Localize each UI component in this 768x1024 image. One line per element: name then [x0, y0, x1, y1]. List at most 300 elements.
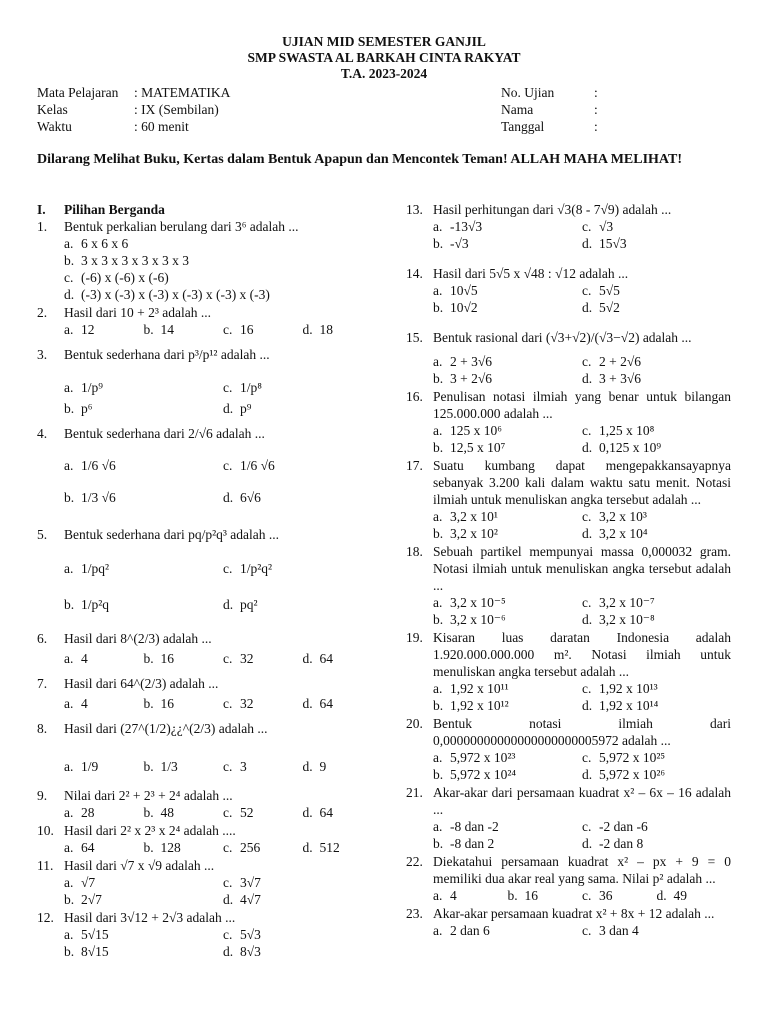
option-letter: c.: [582, 819, 592, 834]
question-text: Kisaran luas daratan Indonesia adalah 1.920.000.000.000 m². Notasi ilmiah untuk menuliskan angka tersebut adalah ...: [433, 630, 731, 679]
answer-option[interactable]: [223, 650, 303, 667]
option-letter: c.: [64, 270, 74, 285]
option-letter: b.: [64, 401, 75, 416]
question: [37, 720, 382, 783]
answer-option[interactable]: [64, 457, 223, 474]
option-letter: d.: [582, 612, 593, 627]
option-text: 1/3: [160, 758, 178, 774]
question: [37, 675, 382, 712]
option-letter: c.: [223, 696, 233, 711]
answer-option[interactable]: [144, 758, 224, 775]
option-text: 5,972 x 10²⁵: [599, 750, 666, 765]
answer-option[interactable]: [64, 943, 223, 960]
option-letter: d.: [223, 596, 234, 612]
option-text: 1,92 x 10¹¹: [450, 681, 509, 696]
exam-info-left: [37, 84, 230, 135]
answer-option[interactable]: [433, 611, 582, 628]
option-text: 64: [319, 805, 333, 820]
answer-option[interactable]: [223, 321, 303, 338]
answer-option[interactable]: [223, 926, 382, 943]
option-letter: a.: [433, 819, 443, 834]
question-text: Hasil dari (27^(1/2)¿¿^(2/3) adalah ...: [64, 721, 268, 736]
answer-option[interactable]: [582, 766, 731, 783]
question: [37, 218, 382, 303]
answer-option[interactable]: [64, 489, 223, 506]
option-text: 14: [160, 322, 174, 337]
option-text: 1/pq²: [81, 560, 110, 576]
option-letter: c.: [223, 380, 233, 395]
option-text: 1,92 x 10¹³: [599, 681, 658, 696]
option-letter: c.: [582, 750, 592, 765]
question: [37, 857, 382, 908]
info-label: Waktu: [37, 119, 72, 134]
option-text: 1/3 √6: [81, 489, 116, 505]
option-text: 16: [240, 322, 254, 337]
question: [406, 201, 731, 252]
option-text: 1/p⁸: [240, 380, 262, 395]
option-letter: b.: [433, 371, 444, 386]
question-number: 5.: [37, 527, 48, 542]
question-text: Nilai dari 2² + 2³ + 2⁴ adalah ...: [64, 788, 233, 803]
option-text: 64: [319, 696, 333, 711]
answer-option[interactable]: [433, 422, 582, 439]
info-row: [37, 84, 230, 101]
answer-option[interactable]: [303, 695, 383, 712]
option-letter: a.: [433, 219, 443, 234]
question: [406, 388, 731, 456]
answer-option[interactable]: [223, 457, 382, 474]
info-row: [501, 101, 598, 118]
answer-option[interactable]: [223, 560, 382, 577]
answer-option[interactable]: [433, 370, 582, 387]
question: [406, 457, 731, 542]
question: [406, 784, 731, 852]
answer-option[interactable]: [303, 839, 383, 856]
answer-option[interactable]: [582, 594, 731, 611]
info-row: [501, 84, 598, 101]
option-text: 1/p²q: [81, 596, 110, 612]
option-text: 32: [240, 696, 254, 711]
option-letter: b.: [143, 651, 154, 666]
option-text: (-3) x (-3) x (-3) x (-3) x (-3) x (-3): [81, 287, 270, 302]
answer-option[interactable]: [582, 218, 731, 235]
answer-options: [406, 508, 731, 542]
option-letter: d.: [582, 836, 593, 851]
question: [406, 543, 731, 628]
answer-option[interactable]: [144, 321, 224, 338]
option-text: √3: [599, 219, 614, 234]
option-letter: b.: [64, 596, 75, 612]
option-letter: c.: [223, 322, 233, 337]
answer-option[interactable]: [64, 926, 223, 943]
answer-option[interactable]: [582, 508, 731, 525]
option-letter: a.: [64, 840, 74, 855]
option-text: 4: [450, 888, 457, 903]
answer-options: [406, 749, 731, 783]
option-letter: c.: [582, 423, 592, 438]
question: [406, 265, 731, 316]
option-text: -13√3: [450, 219, 483, 234]
answer-options: [37, 839, 382, 856]
option-letter: a.: [64, 322, 74, 337]
answer-option[interactable]: [223, 804, 303, 821]
exam-header: [0, 34, 768, 82]
question: [406, 853, 731, 904]
option-letter: b.: [507, 888, 518, 903]
option-letter: c.: [582, 888, 592, 903]
option-text: 10√2: [450, 300, 478, 315]
answer-option[interactable]: [144, 650, 224, 667]
option-text: 8√3: [240, 944, 261, 959]
question-text: Bentuk rasional dari (√3+√2)/(√3−√2) adalah ...: [433, 329, 692, 345]
answer-option[interactable]: [64, 874, 223, 891]
question-text: Akar-akar persamaan kuadrat x² + 8x + 12 adalah ...: [433, 906, 715, 921]
option-text: 5,972 x 10²³: [450, 750, 516, 765]
option-text: 3,2 x 10⁻⁶: [450, 612, 506, 627]
answer-option[interactable]: [433, 680, 582, 697]
answer-option[interactable]: [582, 818, 731, 835]
answer-option[interactable]: [303, 650, 383, 667]
answer-option[interactable]: [64, 400, 223, 417]
option-letter: a.: [64, 380, 74, 395]
info-label: Nama: [501, 102, 534, 117]
info-row: [501, 118, 598, 135]
option-letter: d.: [582, 236, 593, 251]
info-label: Mata Pelajaran: [37, 85, 119, 100]
option-letter: d.: [302, 840, 313, 855]
answer-option[interactable]: [303, 321, 383, 338]
option-letter: b.: [433, 236, 444, 251]
question-text: Bentuk notasi ilmiah dari 0,00000000000000000000005972 adalah ...: [433, 716, 731, 748]
option-letter: d.: [223, 892, 234, 907]
option-text: 28: [81, 805, 95, 820]
option-letter: b.: [143, 758, 154, 774]
question-text: Hasil dari 10 + 2³ adalah ...: [64, 305, 211, 320]
option-text: 3 dan 4: [599, 923, 639, 938]
option-letter: d.: [223, 944, 234, 959]
option-letter: c.: [223, 875, 233, 890]
option-letter: d.: [223, 489, 234, 505]
answer-options: [406, 818, 731, 852]
left-column: [37, 201, 382, 961]
answer-options: [37, 375, 382, 417]
answer-option[interactable]: [64, 235, 382, 252]
option-letter: a.: [433, 750, 443, 765]
option-letter: b.: [143, 322, 154, 337]
info-value: : 60 menit: [134, 119, 189, 134]
question: [37, 346, 382, 417]
question-number: 3.: [37, 347, 48, 362]
option-text: 3 x 3 x 3 x 3 x 3 x 3: [81, 253, 189, 268]
answer-option[interactable]: [64, 839, 144, 856]
info-value: : MATEMATIKA: [134, 85, 231, 100]
answer-option[interactable]: [64, 252, 382, 269]
option-letter: b.: [433, 526, 444, 541]
option-text: 1/p²q²: [240, 560, 273, 576]
option-text: 256: [240, 840, 261, 855]
option-text: 1/6 √6: [240, 457, 275, 473]
answer-option[interactable]: [144, 839, 224, 856]
question-number: 18.: [406, 544, 423, 559]
section-title: Pilihan Berganda: [64, 202, 165, 217]
answer-option[interactable]: [144, 695, 224, 712]
question-number: 4.: [37, 426, 48, 441]
option-text: 12: [81, 322, 95, 337]
question: [406, 629, 731, 714]
answer-option[interactable]: [582, 749, 731, 766]
answer-option[interactable]: [64, 596, 223, 613]
answer-options: [37, 804, 382, 821]
option-letter: d.: [302, 758, 313, 774]
option-letter: c.: [582, 509, 592, 524]
answer-option[interactable]: [223, 891, 382, 908]
option-letter: b.: [433, 767, 444, 782]
question-text: Sebuah partikel mempunyai massa 0,000032 gram. Notasi ilmiah untuk menuliskan angka tersebut adalah ...: [433, 544, 731, 593]
answer-option[interactable]: [223, 400, 382, 417]
section-heading: [37, 201, 382, 218]
question-text: Bentuk perkalian berulang dari 3⁶ adalah ...: [64, 219, 299, 234]
answer-option[interactable]: [223, 695, 303, 712]
answer-option[interactable]: [433, 439, 582, 456]
answer-options: [406, 594, 731, 628]
answer-option[interactable]: [433, 697, 582, 714]
question-number: 13.: [406, 202, 423, 217]
answer-options: [406, 422, 731, 456]
answer-option[interactable]: [433, 282, 582, 299]
answer-option[interactable]: [582, 611, 731, 628]
option-letter: c.: [582, 923, 592, 938]
info-value: :: [594, 119, 598, 134]
option-text: 6√6: [240, 489, 261, 505]
option-text: 8√15: [81, 944, 109, 959]
answer-option[interactable]: [64, 758, 144, 775]
option-letter: a.: [64, 875, 74, 890]
question-text: Bentuk sederhana dari 2/√6 adalah ...: [64, 426, 265, 441]
option-text: 5√15: [81, 927, 109, 942]
answer-option[interactable]: [223, 839, 303, 856]
answer-option[interactable]: [433, 508, 582, 525]
option-text: 49: [673, 888, 687, 903]
answer-option[interactable]: [433, 235, 582, 252]
option-letter: c.: [223, 457, 233, 473]
option-text: 3,2 x 10²: [450, 526, 498, 541]
answer-option[interactable]: [303, 758, 383, 775]
question-number: 15.: [406, 329, 423, 345]
option-letter: c.: [223, 758, 233, 774]
answer-option[interactable]: [303, 804, 383, 821]
option-text: 1/9: [81, 758, 99, 774]
option-letter: b.: [433, 612, 444, 627]
option-text: 3,2 x 10⁻⁷: [599, 595, 655, 610]
answer-option[interactable]: [64, 269, 382, 286]
option-text: 1/p⁹: [81, 380, 103, 395]
answer-option[interactable]: [582, 235, 731, 252]
question: [37, 909, 382, 960]
option-letter: d.: [302, 322, 313, 337]
question-text: Hasil dari √7 x √9 adalah ...: [64, 858, 215, 873]
answer-option[interactable]: [433, 922, 582, 939]
question-text: Penulisan notasi ilmiah yang benar untuk bilangan 125.000.000 adalah ...: [433, 389, 731, 421]
answer-option[interactable]: [64, 321, 144, 338]
question-number: 9.: [37, 788, 48, 803]
question: [37, 425, 382, 513]
answer-options: [406, 353, 731, 387]
option-letter: c.: [582, 219, 592, 234]
answer-option[interactable]: [582, 299, 731, 316]
option-letter: a.: [64, 927, 74, 942]
option-letter: b.: [143, 840, 154, 855]
option-text: 4√7: [240, 892, 261, 907]
answer-options: [37, 650, 382, 667]
option-text: 2 + 3√6: [450, 354, 493, 369]
option-letter: d.: [582, 698, 593, 713]
answer-options: [37, 235, 382, 303]
option-letter: a.: [64, 560, 74, 576]
school-name: SMP SWASTA AL BARKAH CINTA RAKYAT: [247, 50, 521, 65]
info-row: [37, 101, 230, 118]
option-letter: a.: [433, 423, 443, 438]
answer-options: [406, 218, 731, 252]
option-text: -2 dan -6: [599, 819, 648, 834]
answer-options: [37, 749, 382, 783]
answer-option[interactable]: [223, 943, 382, 960]
question: [37, 526, 382, 622]
option-letter: b.: [64, 944, 75, 959]
option-letter: a.: [64, 805, 74, 820]
answer-option[interactable]: [433, 766, 582, 783]
question-number: 10.: [37, 823, 54, 838]
answer-option[interactable]: [223, 596, 382, 613]
info-value: :: [594, 85, 598, 100]
question-number: 19.: [406, 630, 423, 645]
option-letter: c.: [582, 283, 592, 298]
answer-options: [37, 550, 382, 622]
answer-option[interactable]: [582, 370, 731, 387]
answer-option[interactable]: [64, 286, 382, 303]
answer-options: [406, 922, 731, 939]
answer-option[interactable]: [144, 804, 224, 821]
answer-option[interactable]: [223, 379, 382, 396]
answer-option[interactable]: [433, 887, 508, 904]
question: [406, 905, 731, 939]
option-letter: c.: [223, 560, 233, 576]
answer-option[interactable]: [433, 818, 582, 835]
answer-option[interactable]: [582, 525, 731, 542]
answer-option[interactable]: [223, 489, 382, 506]
option-letter: b.: [433, 698, 444, 713]
answer-option[interactable]: [582, 697, 731, 714]
info-label: Tanggal: [501, 119, 545, 134]
answer-option[interactable]: [433, 299, 582, 316]
answer-option[interactable]: [64, 379, 223, 396]
question-text: Hasil perhitungan dari √3(8 - 7√9) adalah ...: [433, 202, 672, 217]
option-text: 1,92 x 10¹²: [450, 698, 509, 713]
option-letter: d.: [582, 300, 593, 315]
answer-options: [37, 321, 382, 338]
option-text: 3,2 x 10³: [599, 509, 647, 524]
question-text: Hasil dari 5√5 x √48 : √12 adalah ...: [433, 266, 629, 281]
option-text: pq²: [240, 596, 258, 612]
answer-option[interactable]: [433, 749, 582, 766]
answer-option[interactable]: [582, 282, 731, 299]
option-letter: b.: [64, 489, 75, 505]
answer-option[interactable]: [582, 422, 731, 439]
answer-options: [406, 282, 731, 316]
answer-option[interactable]: [64, 891, 223, 908]
option-text: 64: [319, 651, 333, 666]
option-text: 5√3: [240, 927, 261, 942]
option-text: 2√7: [81, 892, 102, 907]
answer-option[interactable]: [64, 695, 144, 712]
answer-option[interactable]: [582, 835, 731, 852]
info-label: No. Ujian: [501, 85, 555, 100]
option-letter: a.: [433, 354, 443, 369]
question-number: 1.: [37, 219, 48, 234]
option-text: 48: [160, 805, 174, 820]
option-letter: c.: [582, 681, 592, 696]
answer-option[interactable]: [582, 439, 731, 456]
answer-option[interactable]: [433, 218, 582, 235]
answer-option[interactable]: [657, 887, 732, 904]
option-letter: d.: [656, 888, 667, 903]
option-letter: b.: [64, 892, 75, 907]
option-text: -2 dan 8: [599, 836, 644, 851]
answer-option[interactable]: [508, 887, 583, 904]
answer-option[interactable]: [433, 835, 582, 852]
info-row: [37, 118, 230, 135]
answer-option[interactable]: [433, 353, 582, 370]
option-text: 32: [240, 651, 254, 666]
option-letter: b.: [433, 300, 444, 315]
question-number: 8.: [37, 721, 48, 736]
option-text: 18: [319, 322, 333, 337]
answer-option[interactable]: [64, 650, 144, 667]
option-text: 3: [240, 758, 247, 774]
answer-option[interactable]: [582, 887, 657, 904]
answer-option[interactable]: [64, 804, 144, 821]
question-number: 14.: [406, 266, 423, 281]
question-number: 16.: [406, 389, 423, 404]
option-letter: d.: [302, 696, 313, 711]
answer-option[interactable]: [64, 560, 223, 577]
option-text: 5,972 x 10²⁴: [450, 767, 517, 782]
option-text: 3,2 x 10¹: [450, 509, 498, 524]
option-text: 1/6 √6: [81, 457, 116, 473]
section-number: I.: [37, 202, 46, 217]
answer-option[interactable]: [223, 874, 382, 891]
answer-option[interactable]: [582, 353, 731, 370]
option-text: -8 dan -2: [450, 819, 499, 834]
answer-option[interactable]: [433, 594, 582, 611]
option-letter: a.: [64, 651, 74, 666]
option-text: p⁶: [81, 401, 93, 416]
option-text: 3,2 x 10⁻⁸: [599, 612, 655, 627]
option-text: 12,5 x 10⁷: [450, 440, 506, 455]
answer-option[interactable]: [582, 680, 731, 697]
answer-option[interactable]: [433, 525, 582, 542]
answer-options: [406, 680, 731, 714]
answer-options: [37, 926, 382, 960]
answer-option[interactable]: [223, 758, 303, 775]
option-text: 125 x 10⁶: [450, 423, 502, 438]
answer-options: [37, 449, 382, 513]
question-text: Bentuk sederhana dari pq/p²q³ adalah ...: [64, 527, 280, 542]
option-letter: c.: [223, 651, 233, 666]
option-letter: d.: [302, 651, 313, 666]
answer-options: [37, 874, 382, 908]
answer-option[interactable]: [582, 922, 731, 939]
option-text: 0,125 x 10⁹: [599, 440, 662, 455]
